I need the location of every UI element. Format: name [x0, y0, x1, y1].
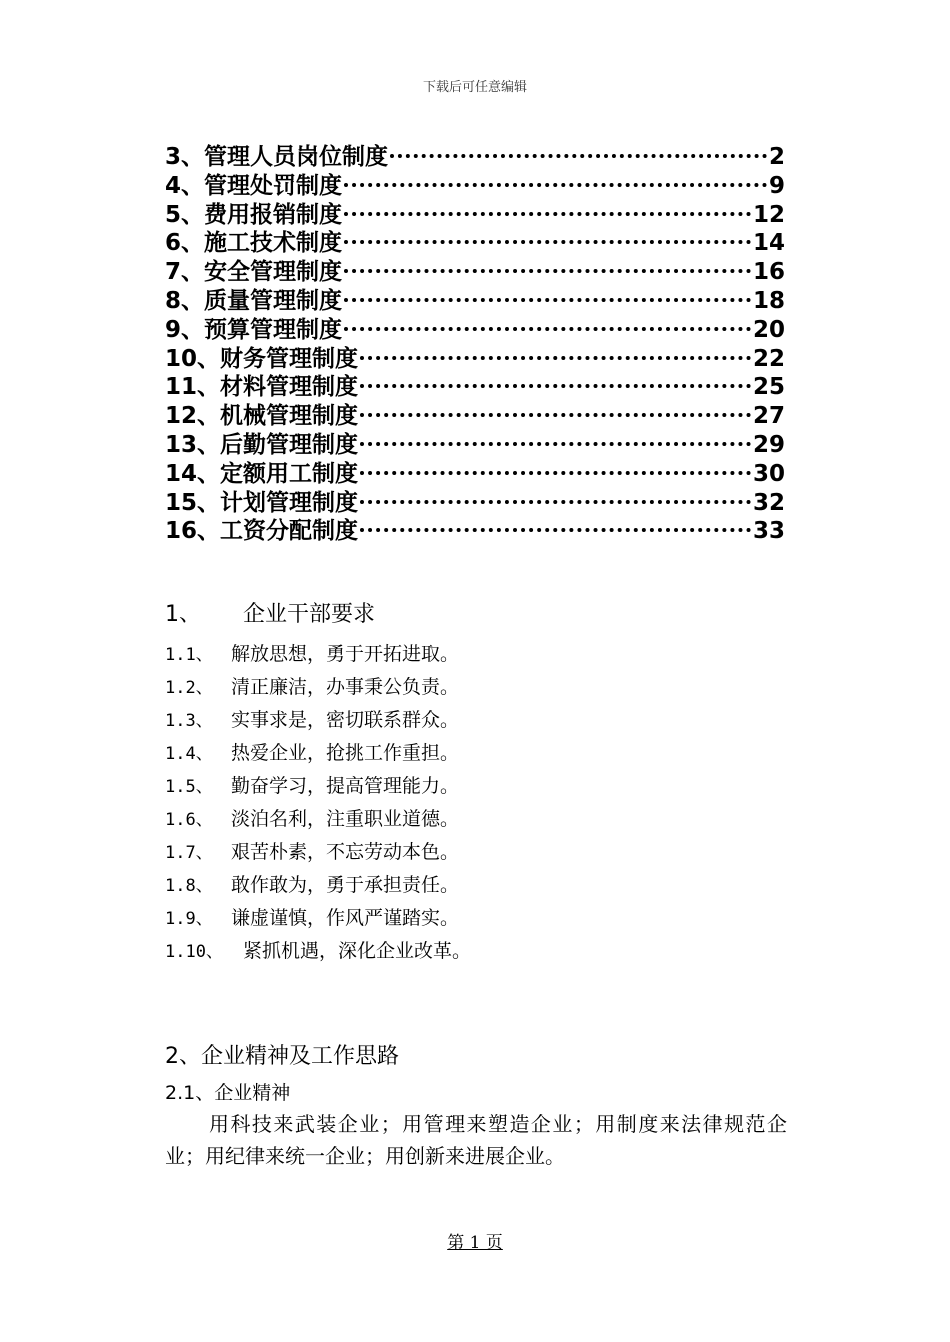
list-item-number: 1.8、	[165, 876, 213, 896]
toc-entry-label: 4、管理处罚制度	[165, 172, 343, 199]
toc-entry	[165, 512, 785, 545]
toc-entry-page: 16	[752, 259, 785, 286]
list-item	[165, 867, 785, 900]
toc-entry-page: 29	[752, 431, 785, 458]
page-header: 下载后可任意编辑	[422, 80, 527, 95]
toc-entry-page: 32	[752, 489, 785, 516]
toc-entry-page: 18	[752, 287, 785, 314]
section-1-title: 企业干部要求	[243, 602, 376, 627]
toc-entry-label: 3、管理人员岗位制度	[165, 144, 389, 170]
toc-entry	[165, 253, 785, 286]
toc-leader-dots	[344, 327, 751, 331]
list-item	[165, 702, 785, 735]
list-item-number: 1.1、	[165, 645, 213, 665]
toc-entry-page: 9	[768, 172, 785, 199]
list-item-text: 艰苦朴素，不忘劳动本色。	[231, 841, 460, 863]
section-1-heading	[165, 597, 375, 628]
list-item-number: 1.6、	[165, 810, 213, 830]
toc-leader-dots	[360, 356, 751, 360]
list-item-text: 勤奋学习，提高管理能力。	[231, 775, 460, 797]
table-of-contents	[165, 138, 785, 545]
toc-entry-page: 27	[752, 403, 785, 430]
toc-leader-dots	[344, 240, 751, 244]
list-item-number: 1.4、	[165, 744, 213, 764]
toc-leader-dots	[360, 442, 751, 446]
list-item-number: 1.5、	[165, 777, 213, 797]
list-item-text: 解放思想，勇于开拓进取。	[231, 643, 460, 665]
toc-leader-dots	[360, 413, 751, 417]
list-item-number: 1.2、	[165, 678, 213, 698]
toc-entry-label: 9、预算管理制度	[165, 316, 343, 343]
toc-entry	[165, 282, 785, 314]
list-item	[165, 636, 785, 669]
list-item-text: 紧抓机遇，深化企业改革。	[243, 940, 472, 962]
toc-entry-label: 10、财务管理制度	[165, 345, 359, 372]
toc-entry-label: 6、施工技术制度	[165, 230, 343, 257]
list-item-text: 实事求是，密切联系群众。	[231, 709, 460, 731]
toc-entry-page: 30	[752, 460, 785, 487]
toc-entry	[165, 426, 785, 458]
list-item	[165, 669, 785, 702]
list-item-text: 敢作敢为，勇于承担责任。	[231, 874, 460, 896]
list-item-number: 1.10、	[165, 942, 223, 962]
toc-leader-dots	[360, 471, 751, 475]
list-item-number: 1.3、	[165, 711, 213, 731]
toc-leader-dots	[360, 500, 751, 504]
subsection-heading: 2.1、企业精神	[165, 1082, 291, 1104]
toc-entry	[165, 368, 785, 401]
toc-leader-dots	[344, 269, 751, 273]
page-number: 第 1 页	[447, 1233, 503, 1253]
toc-entry-label: 5、费用报销制度	[165, 201, 343, 228]
toc-leader-dots	[344, 183, 767, 187]
list-item	[165, 735, 785, 768]
toc-leader-dots	[344, 212, 751, 216]
body-paragraph: 用科技来武装企业；用管理来塑造企业；用制度来法律规范企业；用纪律来统一企业；用创新来进展企业。	[165, 1112, 787, 1168]
list-item-text: 淡泊名利，注重职业道德。	[231, 808, 460, 830]
toc-leader-dots	[390, 154, 767, 158]
cadre-requirements-list	[165, 636, 785, 966]
toc-entry-page: 25	[752, 374, 785, 401]
toc-entry-page: 22	[752, 345, 785, 372]
toc-entry-page: 2	[768, 144, 785, 170]
page-footer	[0, 1228, 950, 1253]
toc-entry	[165, 340, 785, 372]
toc-leader-dots	[344, 298, 751, 302]
list-item-text: 清正廉洁，办事秉公负责。	[231, 676, 460, 698]
toc-entry	[165, 455, 785, 487]
toc-entry-page: 20	[752, 316, 785, 343]
toc-leader-dots	[360, 528, 751, 532]
toc-leader-dots	[360, 384, 751, 388]
toc-entry	[165, 138, 785, 170]
toc-entry-page: 33	[752, 518, 785, 545]
list-item	[165, 900, 785, 933]
toc-entry	[165, 167, 785, 199]
toc-entry	[165, 397, 785, 430]
list-item-text: 热爱企业，抢挑工作重担。	[231, 742, 460, 764]
toc-entry-label: 14、定额用工制度	[165, 460, 359, 487]
toc-entry-label: 12、机械管理制度	[165, 403, 359, 430]
section-2-heading: 2、企业精神及工作思路	[165, 1044, 399, 1069]
list-item-number: 1.9、	[165, 909, 213, 929]
toc-entry-label: 7、安全管理制度	[165, 259, 343, 286]
list-item	[165, 768, 785, 801]
toc-entry-page: 14	[752, 230, 785, 257]
toc-entry-label: 11、材料管理制度	[165, 374, 359, 401]
list-item	[165, 933, 785, 966]
toc-entry-label: 13、后勤管理制度	[165, 431, 359, 458]
toc-entry-label: 8、质量管理制度	[165, 287, 343, 314]
toc-entry	[165, 311, 785, 343]
list-item	[165, 834, 785, 867]
list-item-number: 1.7、	[165, 843, 213, 863]
toc-entry-page: 12	[752, 201, 785, 228]
toc-entry-label: 15、计划管理制度	[165, 489, 359, 516]
section-1-number: 1、	[165, 602, 201, 627]
list-item	[165, 801, 785, 834]
toc-entry	[165, 196, 785, 228]
toc-entry	[165, 224, 785, 257]
toc-entry	[165, 484, 785, 516]
list-item-text: 谦虚谨慎，作风严谨踏实。	[231, 907, 460, 929]
toc-entry-label: 16、工资分配制度	[165, 518, 359, 545]
